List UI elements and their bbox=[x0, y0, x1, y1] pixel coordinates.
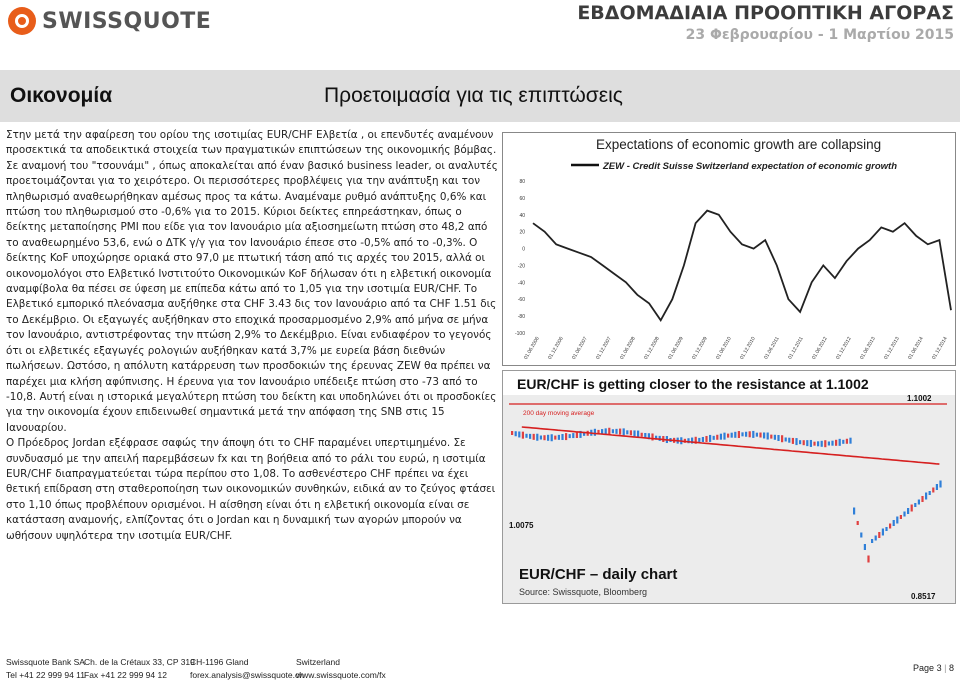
page-number: Page 3 | 8 bbox=[913, 663, 954, 673]
eurchf-price-bar bbox=[842, 440, 844, 444]
eurchf-price-bar bbox=[709, 435, 711, 442]
eurchf-price-bar bbox=[781, 435, 783, 442]
swissquote-logo-icon bbox=[8, 7, 36, 35]
zew-x-tick-label: 01.12.2008 bbox=[643, 336, 661, 361]
zew-y-tick-label: 20 bbox=[519, 229, 525, 236]
brand-logo bbox=[8, 6, 211, 36]
eurchf-price-bar bbox=[828, 441, 830, 445]
zew-x-tick-label: 01.06.2009 bbox=[667, 336, 685, 361]
eurchf-price-bar bbox=[792, 438, 794, 444]
zew-x-tick-label: 01.06.2010 bbox=[715, 336, 733, 361]
eurchf-price-bar bbox=[777, 435, 779, 441]
eurchf-price-bar bbox=[633, 430, 635, 436]
eurchf-price-bar bbox=[738, 431, 740, 438]
zew-x-tick-label: 01.06.2013 bbox=[859, 336, 877, 361]
eurchf-price-bar bbox=[921, 496, 923, 502]
eurchf-price-bar bbox=[554, 436, 556, 440]
zew-x-tick-label: 01.12.2007 bbox=[595, 336, 613, 361]
eurchf-price-bar bbox=[723, 433, 725, 440]
footer-company: Swissquote Bank SA bbox=[6, 657, 85, 667]
eurchf-price-bar bbox=[903, 512, 905, 517]
footer-col-company bbox=[6, 656, 85, 682]
eurchf-price-bar bbox=[875, 536, 877, 541]
eurchf-price-bar bbox=[572, 433, 574, 438]
eurchf-price-bar bbox=[932, 488, 934, 493]
eurchf-price-bar bbox=[857, 521, 859, 525]
eurchf-price-bar bbox=[878, 532, 880, 538]
zew-y-tick-label: 40 bbox=[519, 212, 525, 219]
footer-address: Ch. de la Crétaux 33, CP 319 bbox=[84, 657, 195, 667]
eurchf-price-bar bbox=[698, 438, 700, 442]
eurchf-price-bar bbox=[749, 431, 751, 437]
eurchf-price-bar bbox=[713, 436, 715, 440]
eurchf-price-bar bbox=[594, 429, 596, 436]
zew-y-tick-label: -60 bbox=[517, 297, 525, 304]
eurchf-price-bar bbox=[936, 484, 938, 490]
eurchf-price-bar bbox=[893, 520, 895, 526]
footer-website[interactable]: www.swissquote.com/fx bbox=[296, 670, 386, 680]
eurchf-price-bar bbox=[759, 433, 761, 438]
eurchf-price-bar bbox=[900, 515, 902, 519]
eurchf-price-bar bbox=[511, 431, 513, 435]
eurchf-price-bar bbox=[774, 435, 776, 440]
eurchf-level-2: 1.0075 bbox=[509, 521, 534, 530]
eurchf-price-bar bbox=[871, 539, 873, 543]
eurchf-level-1: 1.1002 bbox=[907, 394, 932, 403]
zew-y-tick-label: -80 bbox=[517, 314, 525, 321]
eurchf-price-bar bbox=[536, 434, 538, 441]
eurchf-price-bar bbox=[864, 544, 866, 550]
eurchf-price-bar bbox=[569, 434, 571, 438]
eurchf-price-bar bbox=[799, 440, 801, 444]
eurchf-price-bar bbox=[756, 433, 758, 437]
eurchf-chart-svg bbox=[503, 371, 955, 603]
zew-x-tick-label: 01.12.2012 bbox=[835, 336, 853, 361]
report-header bbox=[577, 2, 954, 43]
zew-x-tick-label: 01.12.2006 bbox=[547, 336, 565, 361]
eurchf-price-bar bbox=[525, 434, 527, 438]
eurchf-price-bar bbox=[770, 435, 772, 439]
eurchf-price-bar bbox=[860, 533, 862, 538]
zew-x-tick-label: 01.12.2009 bbox=[691, 336, 709, 361]
eurchf-price-bar bbox=[720, 434, 722, 440]
eurchf-price-bar bbox=[795, 438, 797, 445]
eurchf-price-bar bbox=[547, 435, 549, 441]
eurchf-price-bar bbox=[835, 440, 837, 446]
report-title: ΕΒΔΟΜΑΔΙΑΙΑ ΠΡΟΟΠΤΙΚΗ ΑΓΟΡΑΣ bbox=[577, 2, 954, 24]
eurchf-ma-label: 200 day moving average bbox=[523, 410, 595, 417]
page-total: 8 bbox=[948, 663, 954, 673]
eurchf-price-bar bbox=[533, 434, 535, 440]
eurchf-price-bar bbox=[619, 429, 621, 435]
eurchf-price-bar bbox=[817, 441, 819, 446]
zew-y-tick-label: -20 bbox=[517, 263, 525, 270]
article-body bbox=[6, 128, 498, 544]
footer-city: CH-1196 Gland bbox=[190, 657, 249, 667]
section-band bbox=[0, 70, 960, 122]
eurchf-source: Source: Swissquote, Bloomberg bbox=[519, 587, 648, 597]
zew-x-tick-label: 01.06.2008 bbox=[619, 336, 637, 361]
section-category: Οικονομία bbox=[10, 84, 113, 107]
zew-chart-title: Expectations of economic growth are collapsing bbox=[596, 137, 882, 152]
eurchf-price-bar bbox=[918, 500, 920, 505]
zew-x-tick-label: 01.06.2011 bbox=[763, 336, 781, 361]
eurchf-price-bar bbox=[605, 428, 607, 434]
eurchf-price-bar bbox=[702, 437, 704, 442]
footer-country: Switzerland bbox=[296, 657, 340, 667]
eurchf-price-bar bbox=[716, 435, 718, 440]
eurchf-price-bar bbox=[752, 431, 754, 438]
zew-y-tick-label: 60 bbox=[519, 195, 525, 202]
eurchf-price-bar bbox=[867, 556, 869, 563]
eurchf-price-bar bbox=[551, 434, 553, 441]
eurchf-price-bar bbox=[885, 527, 887, 531]
eurchf-price-bar bbox=[788, 438, 790, 443]
page-footer bbox=[0, 651, 960, 680]
eurchf-price-bar bbox=[576, 432, 578, 438]
section-headline: Προετοιμασία για τις επιπτώσεις bbox=[324, 84, 623, 107]
zew-x-tick-label: 01.12.2013 bbox=[883, 336, 901, 361]
eurchf-caption: EUR/CHF – daily chart bbox=[519, 566, 678, 583]
eurchf-price-bar bbox=[529, 434, 531, 439]
footer-fax: Fax +41 22 999 94 12 bbox=[84, 670, 167, 680]
footer-col-address bbox=[84, 656, 195, 682]
zew-x-tick-label: 01.12.2010 bbox=[739, 336, 757, 361]
eurchf-price-bar bbox=[561, 434, 563, 440]
eurchf-price-bar bbox=[767, 433, 769, 440]
eurchf-price-bar bbox=[939, 481, 941, 488]
eurchf-price-bar bbox=[821, 441, 823, 447]
eurchf-price-bar bbox=[889, 524, 891, 529]
eurchf-price-bar bbox=[911, 505, 913, 512]
footer-email[interactable]: forex.analysis@swissquote.ch bbox=[190, 670, 304, 680]
eurchf-price-bar bbox=[540, 436, 542, 440]
eurchf-price-bar bbox=[831, 441, 833, 446]
eurchf-price-bar bbox=[813, 442, 815, 446]
eurchf-price-bar bbox=[745, 432, 747, 437]
footer-col-city bbox=[190, 656, 304, 682]
eurchf-chart-title: EUR/CHF is getting closer to the resistance at 1.1002 bbox=[517, 376, 869, 392]
eurchf-price-bar bbox=[522, 432, 524, 439]
eurchf-price-bar bbox=[515, 431, 517, 436]
eurchf-price-bar bbox=[741, 432, 743, 436]
footer-tel: Tel +41 22 999 94 11 bbox=[6, 670, 86, 680]
eurchf-price-bar bbox=[543, 435, 545, 440]
eurchf-price-bar bbox=[849, 438, 851, 444]
eurchf-chart bbox=[502, 370, 956, 604]
eurchf-price-bar bbox=[731, 433, 733, 438]
eurchf-price-bar bbox=[763, 432, 765, 438]
eurchf-price-bar bbox=[705, 436, 707, 442]
zew-x-tick-label: 01.06.2014 bbox=[907, 336, 925, 361]
eurchf-price-bar bbox=[882, 529, 884, 536]
zew-x-tick-label: 01.12.2011 bbox=[787, 336, 805, 361]
eurchf-price-bar bbox=[612, 429, 614, 433]
eurchf-price-bar bbox=[727, 434, 729, 438]
eurchf-price-bar bbox=[929, 491, 931, 495]
eurchf-price-bar bbox=[558, 435, 560, 440]
eurchf-price-bar bbox=[626, 430, 628, 434]
eurchf-price-bar bbox=[839, 439, 841, 446]
article-paragraph-1: Στην μετά την αφαίρεση του ορίου της ισοτιμίας EUR/CHF Ελβετία , οι επενδυτές αναμένουν προσεκτικά τα αποδεικτικά στοιχεία των πραγματικών επιπτώσεων της οικονομικής βόμβας. Σε αναμονή του "τσουνάμι" , όπως αποκαλείται από έναν βασικό business leader, οι αναλυτές προετοιμάζονται για το χειρότερο. Οι περισσότερες προβλέψεις για την ανάπτυξη και τον πληθωρισμό αναθεωρήθηκαν αμέσως προς τα κάτω. Αναμέναμε ρυθμό ανάπτυξης 0,6% και πτώση του πληθωρισμού στο -0,6% για το 2015. Κύριοι δείκτες επηρεάστηκαν, όπως ο δείκτης μεταποίησης PMI που είδε για τον Ιανουάριο μία αξιοσημείωτη πτώση στο 48,2 από το αναθεωρημένο 53,6, ενώ ο ΔΤΚ γ/γ για τον Ιανουάριο έπεσε στο -0,5% από το -0,3%. Ο δείκτης KoF υποχώρησε οριακά στο 97,0 με πτωτική τάση από τις αρχές του 2015, αλλά οι οικονομολόγοι στο Ελβετικό Ινστιτούτο Οικονομικών KoF δήλωσαν ότι η ελβετική οικονομία αναμφίβολα θα πέσει σε ύφεση με επίπεδα κάτω από το 1,05 για την ισοτιμία EUR/CHF. Το Ελβετικό εμπορικό πλεόνασμα αυξήθηκε στα CHF 3.43 δις τον Ιανουάριο από τα CHF 1.51 δις το Δεκέμβριο. Οι εξαγωγές αυξήθηκαν στο εποχικά προσαρμοσμένο 2,9% από μήνα σε μήνα τον Ιανουάριο, αντιστρέφοντας την πτώση 2,9% το Δεκέμβριο. Είναι ενδιαφέρον το γεγονός ότι οι ελβετικές εξαγωγές ρολογιών αυξήθηκαν κατά 3,7% με ευρεία βάση διεθνών πωλήσεων. Ωστόσο, η απόλυτη κατάρρευση των προσδοκιών της έρευνας ZEW θα πρέπει να παρέχει μια κλήση αφύπνισης. Η έρευνα για τον Ιανουάριο υπέδειξε πτώση στο -73 από το -10,8. Αυτή είναι η ιστορικά μεγαλύτερη πτώση του δείκτη και υποδηλώνει ότι οι προσδοκίες για την οικονομία έχουν επιδεινωθεί σημαντικά μετά την απόφαση της SNB στις 15 Ιανουαρίου. bbox=[6, 129, 498, 434]
eurchf-price-bar bbox=[925, 493, 927, 500]
zew-y-tick-label: -40 bbox=[517, 280, 525, 287]
eurchf-price-bar bbox=[846, 439, 848, 444]
zew-x-tick-label: 01.06.2007 bbox=[571, 336, 589, 361]
eurchf-price-bar bbox=[824, 440, 826, 447]
eurchf-price-bar bbox=[803, 440, 805, 445]
eurchf-price-bar bbox=[896, 517, 898, 524]
eurchf-price-bar bbox=[785, 437, 787, 441]
eurchf-price-bar bbox=[907, 508, 909, 514]
report-date-range: 23 Φεβρουαρίου - 1 Μαρτίου 2015 bbox=[685, 27, 954, 43]
eurchf-price-bar bbox=[608, 428, 610, 435]
eurchf-price-bar bbox=[623, 428, 625, 435]
zew-x-tick-label: 01.06.2012 bbox=[811, 336, 829, 361]
zew-y-tick-label: 80 bbox=[519, 179, 525, 185]
zew-chart bbox=[502, 132, 956, 366]
zew-x-tick-label: 01.12.2014 bbox=[931, 336, 949, 361]
zew-series-line bbox=[533, 211, 951, 321]
brand-name: SWISSQUOTE bbox=[42, 8, 212, 34]
eurchf-price-bar bbox=[565, 433, 567, 440]
eurchf-price-bar bbox=[641, 433, 643, 437]
zew-y-tick-label: -100 bbox=[514, 331, 525, 337]
eurchf-price-bar bbox=[615, 429, 617, 434]
page-label: Page bbox=[913, 663, 935, 673]
zew-legend-label: ZEW - Credit Suisse Switzerland expectation of economic growth bbox=[603, 161, 898, 172]
eurchf-price-bar bbox=[914, 503, 916, 507]
eurchf-level-3: 0.8517 bbox=[911, 592, 936, 601]
eurchf-price-bar bbox=[853, 508, 855, 515]
zew-chart-svg bbox=[503, 133, 955, 365]
zew-y-tick-label: 0 bbox=[522, 246, 525, 253]
eurchf-price-bar bbox=[806, 440, 808, 446]
article-paragraph-2: Ο Πρόεδρος Jordan εξέφρασε σαφώς την άποψη ότι το CHF παραμένει υπερτιμημένο. Σε συνδυασμό με την απειλή παρεμβάσεων fx και τη βοήθεια από το ράλι του ευρώ, η ισοτιμία EUR/CHF διαπραγματεύεται τώρα περίπου στο 1,08. Το ασθενέστερο CHF πρέπει να έχει θετική επίδραση στη σταθεροποίηση των οικονομικών συνθηκών, ειδικά αν το ζεύγος φτάσει στο 1,10 όπως προβλέπουν ορισμένοι. Η αίσθηση είναι ότι η ελβετική οικονομία είναι σε κατάσταση αναμονής, ελπίζοντας ότι ο Jordan και η δυναμική των αγορών μπορούν να ωθήσουν υψηλότερα την ισοτιμία EUR/CHF. bbox=[6, 437, 496, 542]
eurchf-price-bar bbox=[734, 432, 736, 438]
eurchf-price-bar bbox=[518, 431, 520, 437]
footer-col-country bbox=[296, 656, 386, 682]
eurchf-price-bar bbox=[810, 440, 812, 447]
page-current: 3 bbox=[936, 663, 942, 673]
eurchf-price-bar bbox=[630, 430, 632, 435]
zew-x-tick-label: 01.06.2006 bbox=[523, 336, 541, 361]
